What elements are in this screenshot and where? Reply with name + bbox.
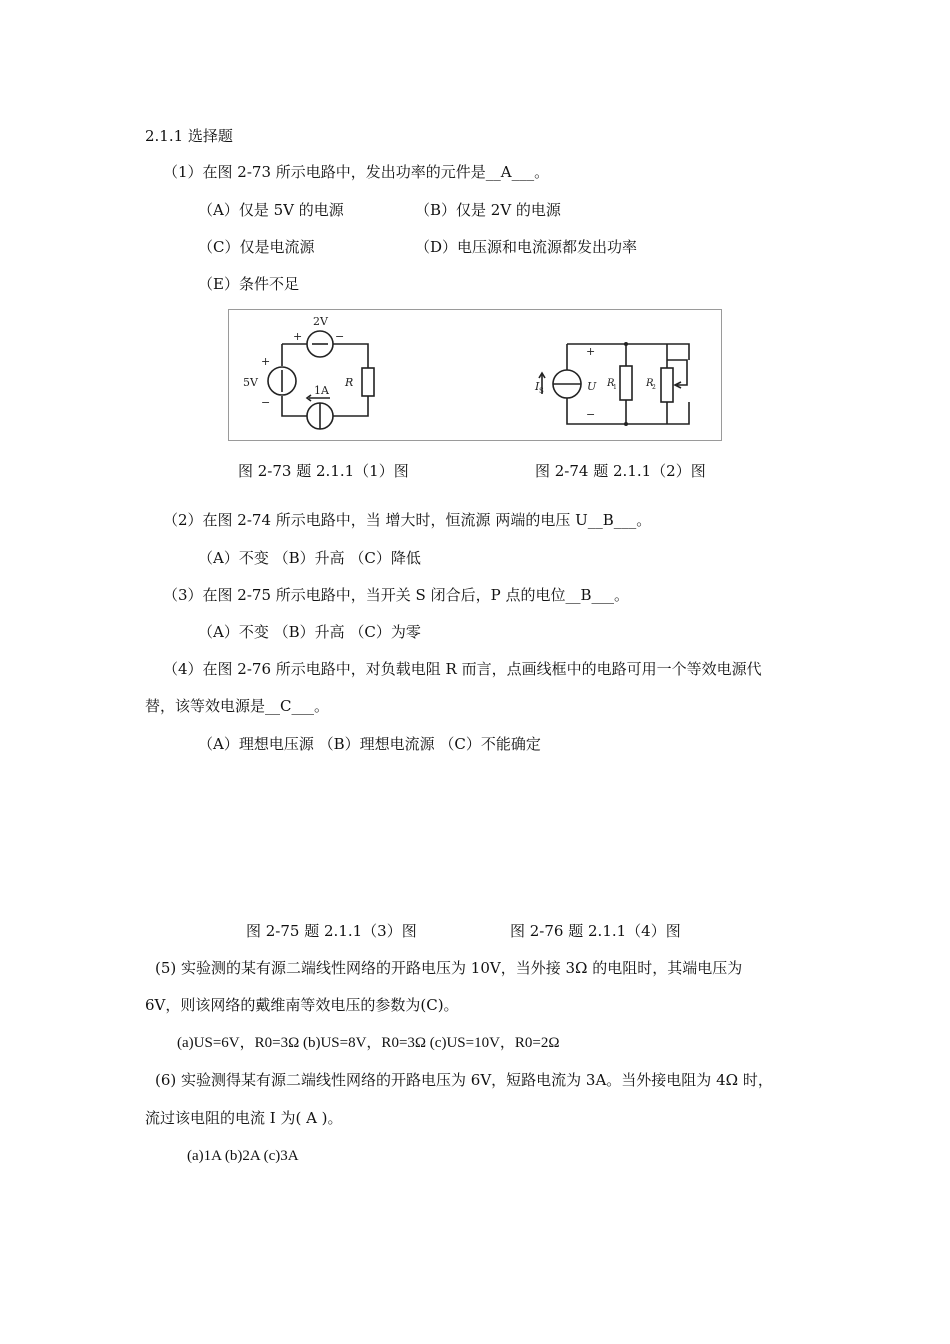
q6-stem-line1: (6) 实验测得某有源二端线性网络的开路电压为 6V，短路电流为 3A。当外接电阻为 4Ω 时， [155, 1071, 773, 1089]
fig74-is-label: I [535, 380, 540, 393]
fig74-node-bottom [624, 422, 628, 426]
fig73-1a-label: 1A [314, 384, 329, 397]
q5-stem-line1: (5) 实验测的某有源二端线性网络的开路电压为 10V，当外接 3Ω 的电阻时，其端电压为 [155, 959, 743, 977]
fig74-minus: − [586, 408, 596, 421]
q5-stem-line2: 6V，则该网络的戴维南等效电压的参数为(C)。 [145, 996, 459, 1014]
fig74-is-sub: S [539, 387, 544, 395]
circuit-figures [229, 310, 723, 442]
fig74-r2-sub: 2 [652, 384, 656, 391]
fig73-2v-label: 2V [313, 315, 328, 328]
fig73-2v-plus: + [293, 330, 303, 343]
q4-options: （A）理想电压源 （B）理想电流源 （C）不能确定 [198, 735, 541, 753]
q2-options: （A）不变 （B）升高 （C）降低 [198, 549, 421, 567]
fig74-r1-label: R [607, 378, 615, 389]
fig73-r-label: R [345, 376, 354, 389]
figure-box [228, 309, 722, 441]
fig73-5v-minus: − [261, 396, 271, 409]
fig74-node-top [624, 342, 628, 346]
fig73-2v-minus: − [335, 330, 345, 343]
fig73-5v-label: 5V [243, 376, 258, 389]
q1-option-b: （B）仅是 2V 的电源 [415, 201, 561, 219]
section-title: 2.1.1 选择题 [145, 127, 233, 145]
fig74-plus: + [586, 345, 596, 358]
q1-stem: （1）在图 2-73 所示电路中，发出功率的元件是__A___。 [163, 163, 550, 181]
q3-options: （A）不变 （B）升高 （C）为零 [198, 623, 421, 641]
fig74-caption: 图 2-74 题 2.1.1（2）图 [535, 462, 706, 480]
fig74-u-label: U [587, 380, 597, 393]
fig75-caption: 图 2-75 题 2.1.1（3）图 [246, 922, 417, 940]
fig73-wires [282, 344, 368, 416]
q4-stem-line1: （4）在图 2-76 所示电路中，对负载电阻 R 而言，点画线框中的电路可用一个等效电源代 [163, 660, 762, 678]
fig74-r1 [620, 366, 632, 400]
fig73-caption: 图 2-73 题 2.1.1（1）图 [238, 462, 409, 480]
q6-stem-line2: 流过该电阻的电流 I 为( A )。 [145, 1109, 343, 1127]
fig74-r1-sub: 1 [613, 384, 617, 391]
fig73-5v-plus: + [261, 355, 271, 368]
q6-options: (a)1A (b)2A (c)3A [187, 1148, 299, 1164]
q1-option-e: （E）条件不足 [198, 275, 299, 293]
q5-options: (a)US=6V，R0=3Ω (b)US=8V，R0=3Ω (c)US=10V，R0=2Ω [177, 1035, 560, 1051]
fig74-r2-slider [667, 360, 687, 385]
fig74-r2-label: R [646, 378, 654, 389]
q1-option-d: （D）电压源和电流源都发出功率 [415, 238, 638, 256]
q4-stem-line2: 替，该等效电源是__C___。 [145, 697, 329, 715]
q2-stem: （2）在图 2-74 所示电路中，当 增大时，恒流源 两端的电压 U__B___。 [163, 511, 652, 529]
fig74-r2 [661, 368, 673, 402]
q1-option-a: （A）仅是 5V 的电源 [198, 201, 344, 219]
q1-option-c: （C）仅是电流源 [198, 238, 315, 256]
q3-stem: （3）在图 2-75 所示电路中，当开关 S 闭合后，P 点的电位__B___。 [163, 586, 629, 604]
fig76-caption: 图 2-76 题 2.1.1（4）图 [510, 922, 681, 940]
fig73-resistor [362, 368, 374, 396]
